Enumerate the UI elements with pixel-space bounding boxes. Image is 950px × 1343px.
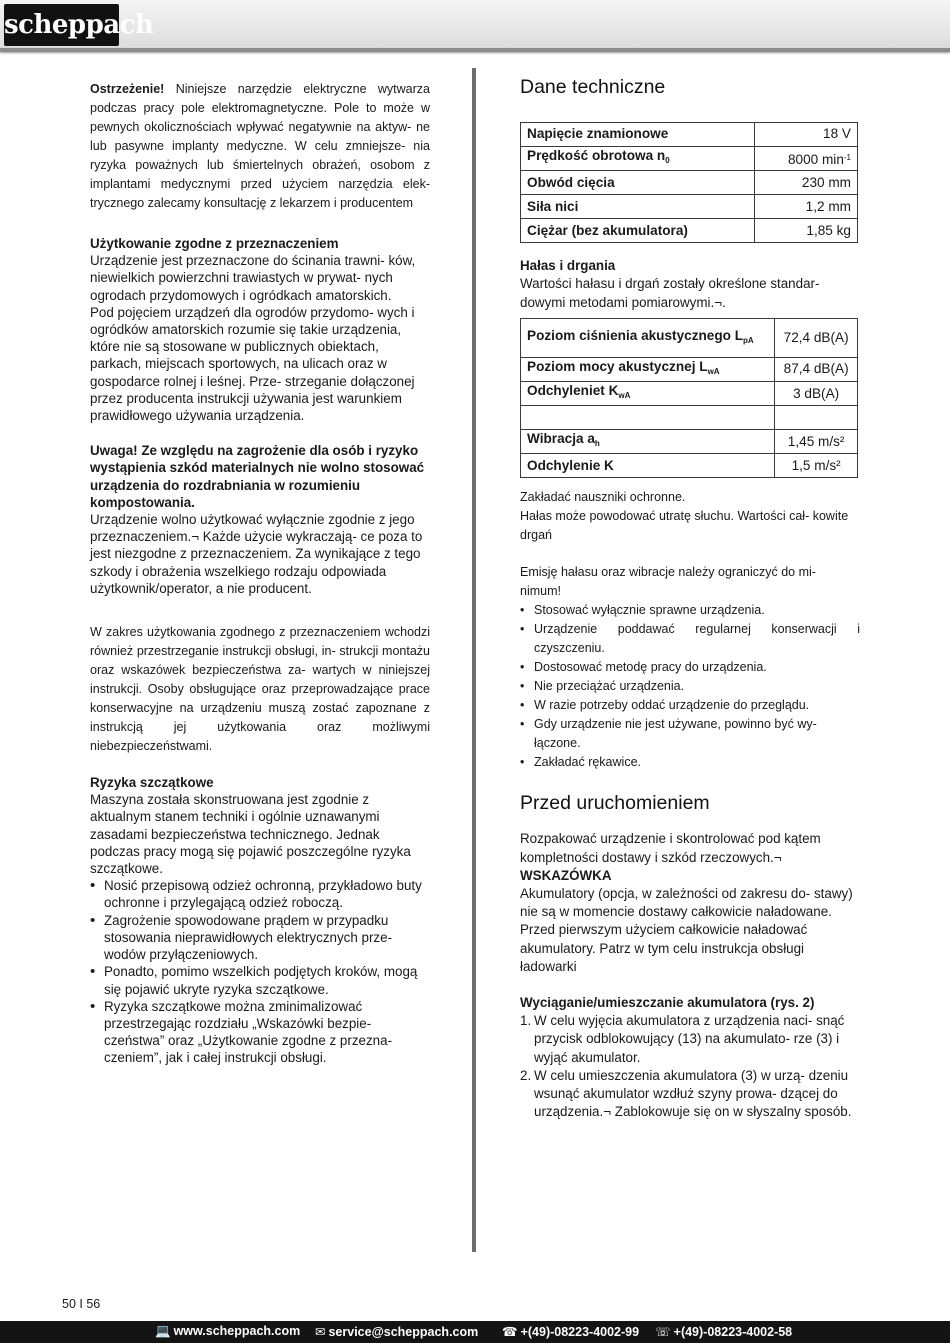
noise-vibration-heading: Hałas i drgania (520, 258, 616, 274)
phone-link[interactable]: ☎ +(49)-08223-4002-99 (502, 1325, 640, 1339)
hearing-loss-text: Hałas może powodować utratę słuchu. Wartości cał- kowite drgań (520, 509, 849, 543)
list-item: • Gdy urządzenie nie jest używane, powinno być wy- łączone. (520, 715, 860, 753)
noise-intro-text: Wartości hałasu i drgań zostały określone standar- dowymi metodami pomiarowymi.¬. (520, 276, 820, 310)
spec-label: Ciężar (bez akumulatora) (521, 219, 755, 243)
noise-label: Odchylenie K (521, 454, 775, 478)
spec-value: 8000 $\min^{-1}$ (755, 147, 858, 171)
technical-data-heading: Dane techniczne (520, 76, 666, 98)
noise-label: Poziom mocy akustycznej $L_{wA}$ (521, 357, 775, 381)
table-row (521, 382, 858, 406)
table-row (521, 430, 858, 454)
list-item: • W razie potrzeby oddać urządzenie do przeglądu. (520, 696, 860, 715)
spec-value: 1,85 kg (755, 219, 858, 243)
unpack-text: Rozpakować urządzenie i skontrolować pod kątem kompletności dostawy i szkód rzeczowych.¬ (520, 831, 821, 865)
list-item: • Zagrożenie spowodowane prądem w przypadku stosowania nieprawidłowych elektrycznych prze- wodów przyłączeniowych. (90, 912, 430, 964)
emission-limit-list (520, 601, 860, 772)
caution-text: Urządzenie wolno użytkować wyłącznie zgodnie z jego przeznaczeniem.¬ Każde użycie wykraczają- ce poza to jest niezgodne z przeznaczeniem. Za wynikające z tego szkody i obrażenia wszelkiego rodzaju odpowiada użytkownik/operator, a nie producent. (90, 512, 423, 596)
noise-value (775, 406, 858, 430)
noise-label: Odchyleniet $K_{wA}$ (521, 382, 775, 406)
noise-label: Wibracja $a_h$ (521, 430, 775, 454)
table-row (521, 123, 858, 147)
table-row (521, 195, 858, 219)
spec-value: 230 mm (755, 171, 858, 195)
table-row (521, 318, 858, 357)
scope-of-use-text: W zakres użytkowania zgodnego z przeznaczeniem wchodzi również przestrzeganie instrukcji obsługi, in- strukcji montażu oraz wskazówek bezpieczeństwa za- wartych w niniejszej instrukcji. Osoby obsługujące oraz przeprowadzające prace konserwacyjne na urządzeniu muszą zostać zapoznane z instrukcją jej użytkowania oraz możliwymi niebezpieczeństwami. (90, 625, 430, 754)
header-divider (0, 48, 950, 52)
list-item: • Nie przeciążać urządzenia. (520, 677, 860, 696)
residual-risks-heading: Ryzyka szczątkowe (90, 775, 214, 791)
list-item: 1. W celu wyjęcia akumulatora z urządzenia naci- snąć przycisk odblokowujący (13) na akumulato- rze (3) i wyjąć akumulator. (520, 1013, 845, 1065)
before-start-heading: Przed uruchomieniem (520, 792, 710, 815)
noise-value: 1,5 m/s² (775, 454, 858, 478)
spec-value: 18 V (755, 123, 858, 147)
fax-link[interactable]: ☏ +(49)-08223-4002-58 (655, 1325, 793, 1339)
phone-icon: ☎ (502, 1325, 518, 1339)
table-row (521, 357, 858, 381)
noise-value: 87,4 dB(A) (775, 357, 858, 381)
email-link[interactable]: ✉ service@scheppach.com (315, 1325, 479, 1339)
emf-warning (90, 80, 430, 213)
column-divider (472, 68, 476, 1252)
spec-label: Napięcie znamionowe (521, 123, 755, 147)
list-item: • Ryzyka szczątkowe można zminimalizować przestrzegając rozdziału „Wskazówki bezpie- czeństwa” oraz „Użytkowanie zgodne z przezna- czeniem”, jak i całej instrukcji obsługi. (90, 998, 430, 1067)
note-text: Akumulatory (opcja, w zależności od zakresu do- stawy) nie są w momencie dostawy całkowicie naładowane. Przed pierwszym użyciem całkowicie naładować akumulatory. Patrz w tym celu instrukcja obsługi ładowarki (520, 886, 853, 974)
page-header (0, 0, 950, 50)
battery-steps (520, 1012, 860, 1121)
table-row (521, 147, 858, 171)
spec-label: Obwód cięcia (521, 171, 755, 195)
list-item: • Stosować wyłącznie sprawne urządzenia. (520, 601, 860, 620)
warning-text: Niniejsze narzędzie elektryczne wytwarza podczas pracy pole elektromagnetyczne. Pole to może w pewnych okolicznościach wpływać negatywnie na aktyw- ne lub pasywne implanty medyczne. W celu zmniejsze- nia ryzyka poważnych lub śmiertelnych obrażeń, osobom z implantami medycznymi przed użyciem narzędzia elek- trycznego zalecamy konsultację z lekarzem i producentem (90, 82, 430, 210)
list-item: • Ponadto, pomimo wszelkich podjętych kroków, mogą się pojawić ukryte ryzyka szczątkowe. (90, 963, 430, 997)
mail-icon: ✉ (315, 1325, 326, 1339)
emission-limit-text: Emisję hałasu oraz wibracje należy ograniczyć do mi- nimum! (520, 565, 816, 599)
table-row (521, 219, 858, 243)
page-number: 50 I 56 (62, 1297, 101, 1311)
caution-bold-text: Uwaga! Ze względu na zagrożenie dla osób i ryzyko wystąpienia szkód materialnych nie wolno stosować urządzenia do rozdrabniania w rozumieniu kompostowania. (90, 443, 425, 510)
list-item: 2. W celu umieszczenia akumulatora (3) w urzą- dzeniu wsunąć akumulator wzdłuż szyny prowa- dzącej do urządzenia.¬ Zablokowuje się on w słyszalny sposób. (520, 1067, 852, 1120)
table-row (521, 171, 858, 195)
noise-value: 3 dB(A) (775, 382, 858, 406)
intended-use-paragraph-2: Pod pojęciem urządzeń dla ogrodów przydomo- wych i ogródków amatorskich rozumie się takie urządzenia, które nie są stosowane w publicznych obiektach, parkach, miejscach sportowych, na ulicach oraz w gospodarce rolnej i leśnej. Prze- strzeganie dołączonej przez producenta instrukcji używania jest warunkiem prawidłowego używania urządzenia. (90, 304, 415, 424)
noise-label (521, 406, 775, 430)
page-footer (0, 1321, 950, 1343)
list-item: • Nosić przepisową odzież ochronną, przykładowo buty ochronne i przylegającą odzież roboczą. (90, 877, 430, 911)
technical-data-table (520, 122, 858, 243)
noise-value: 1,45 m/s² (775, 430, 858, 454)
noise-label: Poziom ciśnienia akustycznego $L_{pA}$ (521, 318, 775, 357)
battery-heading: Wyciąganie/umieszczanie akumulatora (rys. 2) (520, 995, 815, 1011)
left-column (90, 80, 430, 1067)
spec-label: Siła nici (521, 195, 755, 219)
list-item: • Urządzenie poddawać regularnej konserwacji i czyszczeniu. (520, 620, 860, 658)
list-item: • Dostosować metodę pracy do urządzenia. (520, 658, 860, 677)
fax-icon: ☏ (655, 1325, 671, 1339)
list-item: • Zakładać rękawice. (520, 753, 860, 772)
table-row (521, 454, 858, 478)
spec-value: 1,2 mm (755, 195, 858, 219)
intended-use-heading: Użytkowanie zgodne z przeznaczeniem (90, 236, 339, 251)
intended-use-paragraph-1: Urządzenie jest przeznaczone do ścinania trawni- ków, niewielkich powierzchni trawiastych w prywat- nych ogrodach przydomowych i ogródkach amatorskich. (90, 253, 416, 303)
website-link[interactable]: 💻 www.scheppach.com (155, 1324, 301, 1338)
spec-label: Prędkość obrotowa $n_0$ (521, 147, 755, 171)
warning-label: Ostrzeżenie! (90, 82, 165, 96)
scheppach-logo: scheppach (4, 4, 119, 46)
computer-icon: 💻 (155, 1324, 171, 1338)
residual-risks-list (90, 877, 430, 1066)
note-label: WSKAZÓWKA (520, 867, 612, 883)
right-column (520, 74, 860, 1121)
noise-value: 72,4 dB(A) (775, 318, 858, 357)
ear-protection-text: Zakładać nauszniki ochronne. (520, 490, 686, 505)
residual-risks-text: Maszyna została skonstruowana jest zgodnie z aktualnym stanem techniki i ogólnie uznawanymi zasadami bezpieczeństwa technicznego. Jednak podczas pracy mogą się pojawić poszczególne ryzyka szczątkowe. (90, 792, 411, 877)
table-row (521, 406, 858, 430)
noise-table (520, 318, 858, 479)
